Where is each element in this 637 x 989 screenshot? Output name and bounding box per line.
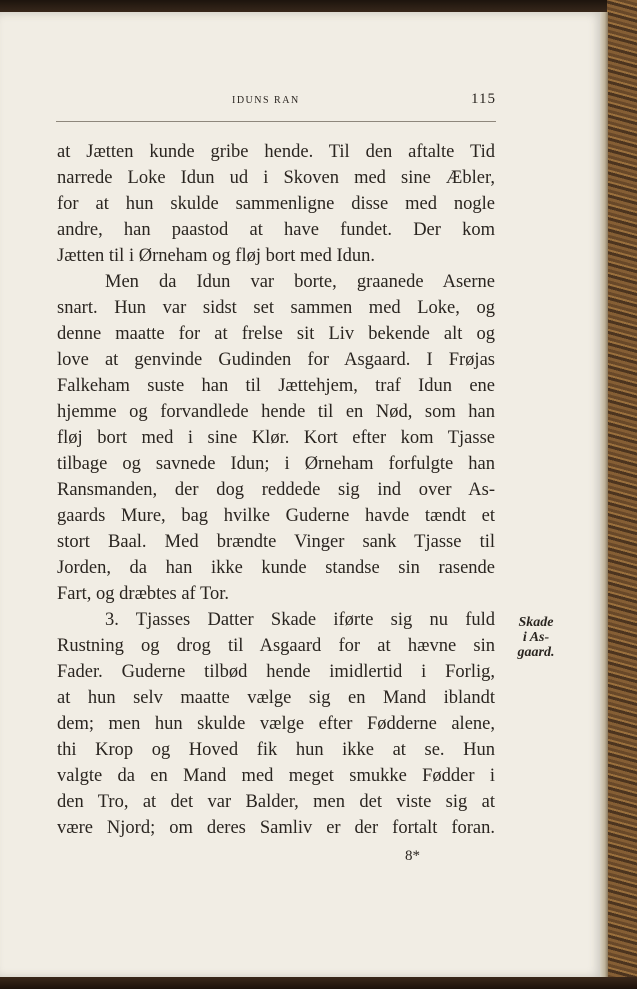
text-line: dem; men hun skulde vælge efter Fødderne alene, <box>57 714 495 734</box>
text-line: den Tro, at det var Balder, men det viste sig at <box>57 792 495 812</box>
text-line: narrede Loke Idun ud i Skoven med sine Æbler, <box>57 168 495 188</box>
margin-note-line: i As- <box>522 630 550 645</box>
text-line: Falkeham suste han til Jættehjem, traf Idun ene <box>57 376 495 396</box>
text-line: Fart, og dræbtes af Tor. <box>57 584 230 604</box>
text-line: for at hun skulde sammenligne disse med nogle <box>57 194 495 214</box>
page-fore-edge <box>600 12 608 978</box>
text-line: Jætten til i Ørneham og fløj bort med Idun. <box>57 246 376 266</box>
text-line: tilbage og savnede Idun; i Ørneham forfulgte han <box>57 454 495 474</box>
body-text <box>57 139 495 841</box>
book-bottom-edge <box>0 977 637 989</box>
signature-mark: 8* <box>405 848 420 864</box>
text-line: Men da Idun var borte, graanede Aserne <box>105 272 495 292</box>
text-line: andre, han paastod at have fundet. Der kom <box>57 220 495 240</box>
text-line: thi Krop og Hoved fik hun ikke at se. Hun <box>57 740 495 760</box>
margin-note-line: Skade <box>518 615 554 630</box>
text-line: Jorden, da han ikke kunde standse sin rasende <box>57 558 495 578</box>
text-line: være Njord; om deres Samliv er der fortalt foran. <box>57 818 495 838</box>
text-line: gaards Mure, bag hvilke Guderne havde tændt et <box>57 506 495 526</box>
text-line: Rustning og drog til Asgaard for at hævne sin <box>57 636 495 656</box>
running-head: IDUNS RAN <box>232 95 300 106</box>
text-line: at Jætten kunde gribe hende. Til den aftalte Tid <box>57 142 495 162</box>
page-header <box>56 87 496 113</box>
text-line: Ransmanden, der dog reddede sig ind over As- <box>57 480 495 500</box>
margin-note-line: gaard. <box>517 645 555 660</box>
text-line: stort Baal. Med brændte Vinger sank Tjasse til <box>57 532 495 552</box>
text-line: at hun selv maatte vælge sig en Mand iblandt <box>57 688 495 708</box>
margin-note <box>503 615 569 660</box>
text-line: hjemme og forvandlede hende til en Nød, som han <box>57 402 495 422</box>
header-rule <box>56 121 496 122</box>
page-number: 115 <box>471 91 496 107</box>
text-line: snart. Hun var sidst set sammen med Loke, og <box>57 298 495 318</box>
text-line: 3. Tjasses Datter Skade iførte sig nu fuld <box>105 610 495 630</box>
book-cover-edge <box>607 0 637 989</box>
text-line: love at genvinde Gudinden for Asgaard. I Frøjas <box>57 350 495 370</box>
text-line: denne maatte for at frelse sit Liv bekende alt og <box>57 324 495 344</box>
text-line: valgte da en Mand med meget smukke Fødder i <box>57 766 495 786</box>
text-line: Fader. Guderne tilbød hende imidlertid i Forlig, <box>57 662 495 682</box>
text-line: fløj bort med i sine Klør. Kort efter kom Tjasse <box>57 428 495 448</box>
